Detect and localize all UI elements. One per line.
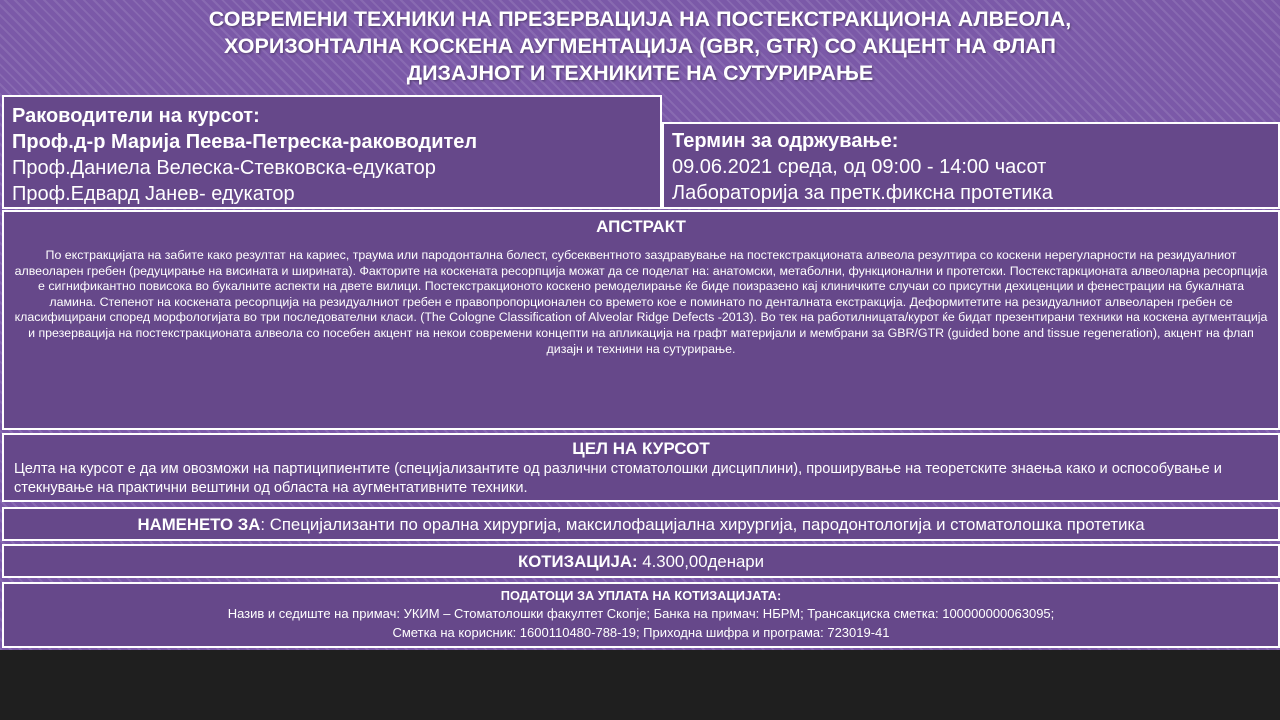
title-line-1: СОВРЕМЕНИ ТЕХНИКИ НА ПРЕЗЕРВАЦИЈА НА ПОСТЕКСТРАКЦИОНА АЛВЕОЛА,: [208, 7, 1072, 31]
abstract-heading: АПСТРАКТ: [596, 217, 686, 236]
intended-for-separator: :: [260, 515, 266, 534]
course-term-box: [662, 122, 1280, 209]
payment-info-line-2: Сметка на корисник: 1600110480-788-19; Приходна шифра и програма: 723019-41: [392, 625, 890, 640]
term-place: Лабораторија за претк.фиксна протетика: [672, 182, 1053, 204]
course-goal-text: Целта на курсот е да им овозможи на партиципиентите (специјализантите од различни стоматолошки дисциплини), проширување на теоретските знаења како и оспособување и стекнување на практични вештини од областа на аугментативните техники.: [14, 461, 1222, 496]
term-heading: Термин за одржување:: [672, 130, 899, 152]
abstract-text: По екстракцијата на забите како резултат на кариес, траума или пародонтална болест, субсеквентното заздравување на постекстракционата алвеола резултира со коскени нерегуларности на резидуалниот алвеоларен гребен (редуцирање на висината и ширината). Факторите на коскената ресорпција можат да се поделат на: анатомски, метаболни, функционални и протетски. Постекстаркционата алвеоларна ресорпција е сигнификантно повисока во букалните аспекти на двете вилици. Постекстракционото коскено ремоделирање ќе биде поизразено кај клиничките случаи со присутни дехиценции и фенестрации на букалната ламина. Степенот на коскената ресорпција на резидуалниот гребен е правопропорционален со времето кое е поминато по денталната екстракција. Деформитетите на резидуалниот алвеоларен гребен се класифицирани според морфологијата во три последователни класи. (The Cologne Classification of Alveolar Ridge Defects -2013). Во тек на работилницата/курот ќе бидат презентирани техники на коскена аугментација и презервација на постекстракционата алвеола со посебен акцент на некои современи концепти на апликација на графт материјали и мембрани за GBR/GTR (guided bone and tissue regeneration), акцент на флап дизајн и технини на сутурирање.: [14, 248, 1268, 356]
title-line-2: ХОРИЗОНТАЛНА КОСКЕНА АУГМЕНТАЦИЈА (GBR, GTR) СО АКЦЕНТ НА ФЛАП: [223, 34, 1056, 58]
abstract-box: [2, 210, 1280, 430]
registration-fee-label: КОТИЗАЦИЈА:: [517, 552, 638, 571]
course-leaders-heading: Раководители на курсот:: [12, 105, 260, 127]
intended-for-label: НАМЕНЕТО ЗА: [137, 515, 261, 534]
course-goal-box: [2, 433, 1280, 502]
course-lead-name: Проф.д-р Марија Пеева-Петреска-раководител: [12, 131, 478, 153]
course-goal-heading: ЦЕЛ НА КУРСОТ: [572, 439, 710, 458]
educator-2-name: Проф.Едвард Јанев- едукатор: [12, 183, 295, 205]
registration-fee-value: 4.300,00денари: [637, 552, 765, 571]
term-date: 09.06.2021 среда, од 09:00 - 14:00 часот: [672, 156, 1047, 178]
educator-1-name: Проф.Даниела Велеска-Стевковска-едукатор: [12, 157, 436, 179]
intended-for-box: [2, 507, 1280, 541]
payment-info-heading: ПОДАТОЦИ ЗА УПЛАТА НА КОТИЗАЦИЈАТА:: [500, 588, 782, 603]
page-title: [40, 6, 1240, 87]
payment-info-line-1: Назив и седиште на примач: УКИМ – Стоматолошки факултет Скопје; Банка на примач: НБРМ; Трансакциска сметка: 100000000063095;: [227, 606, 1055, 621]
title-line-3: ДИЗАЈНОТ И ТЕХНИКИТЕ НА СУТУРИРАЊЕ: [406, 61, 874, 85]
course-leaders-box: [2, 95, 662, 209]
payment-info-box: [2, 582, 1280, 648]
registration-fee-box: [2, 544, 1280, 578]
intended-for-text: Специјализанти по орална хирургија, максилофацијална хирургија, пародонтологија и стоматолошка протетика: [265, 515, 1145, 534]
